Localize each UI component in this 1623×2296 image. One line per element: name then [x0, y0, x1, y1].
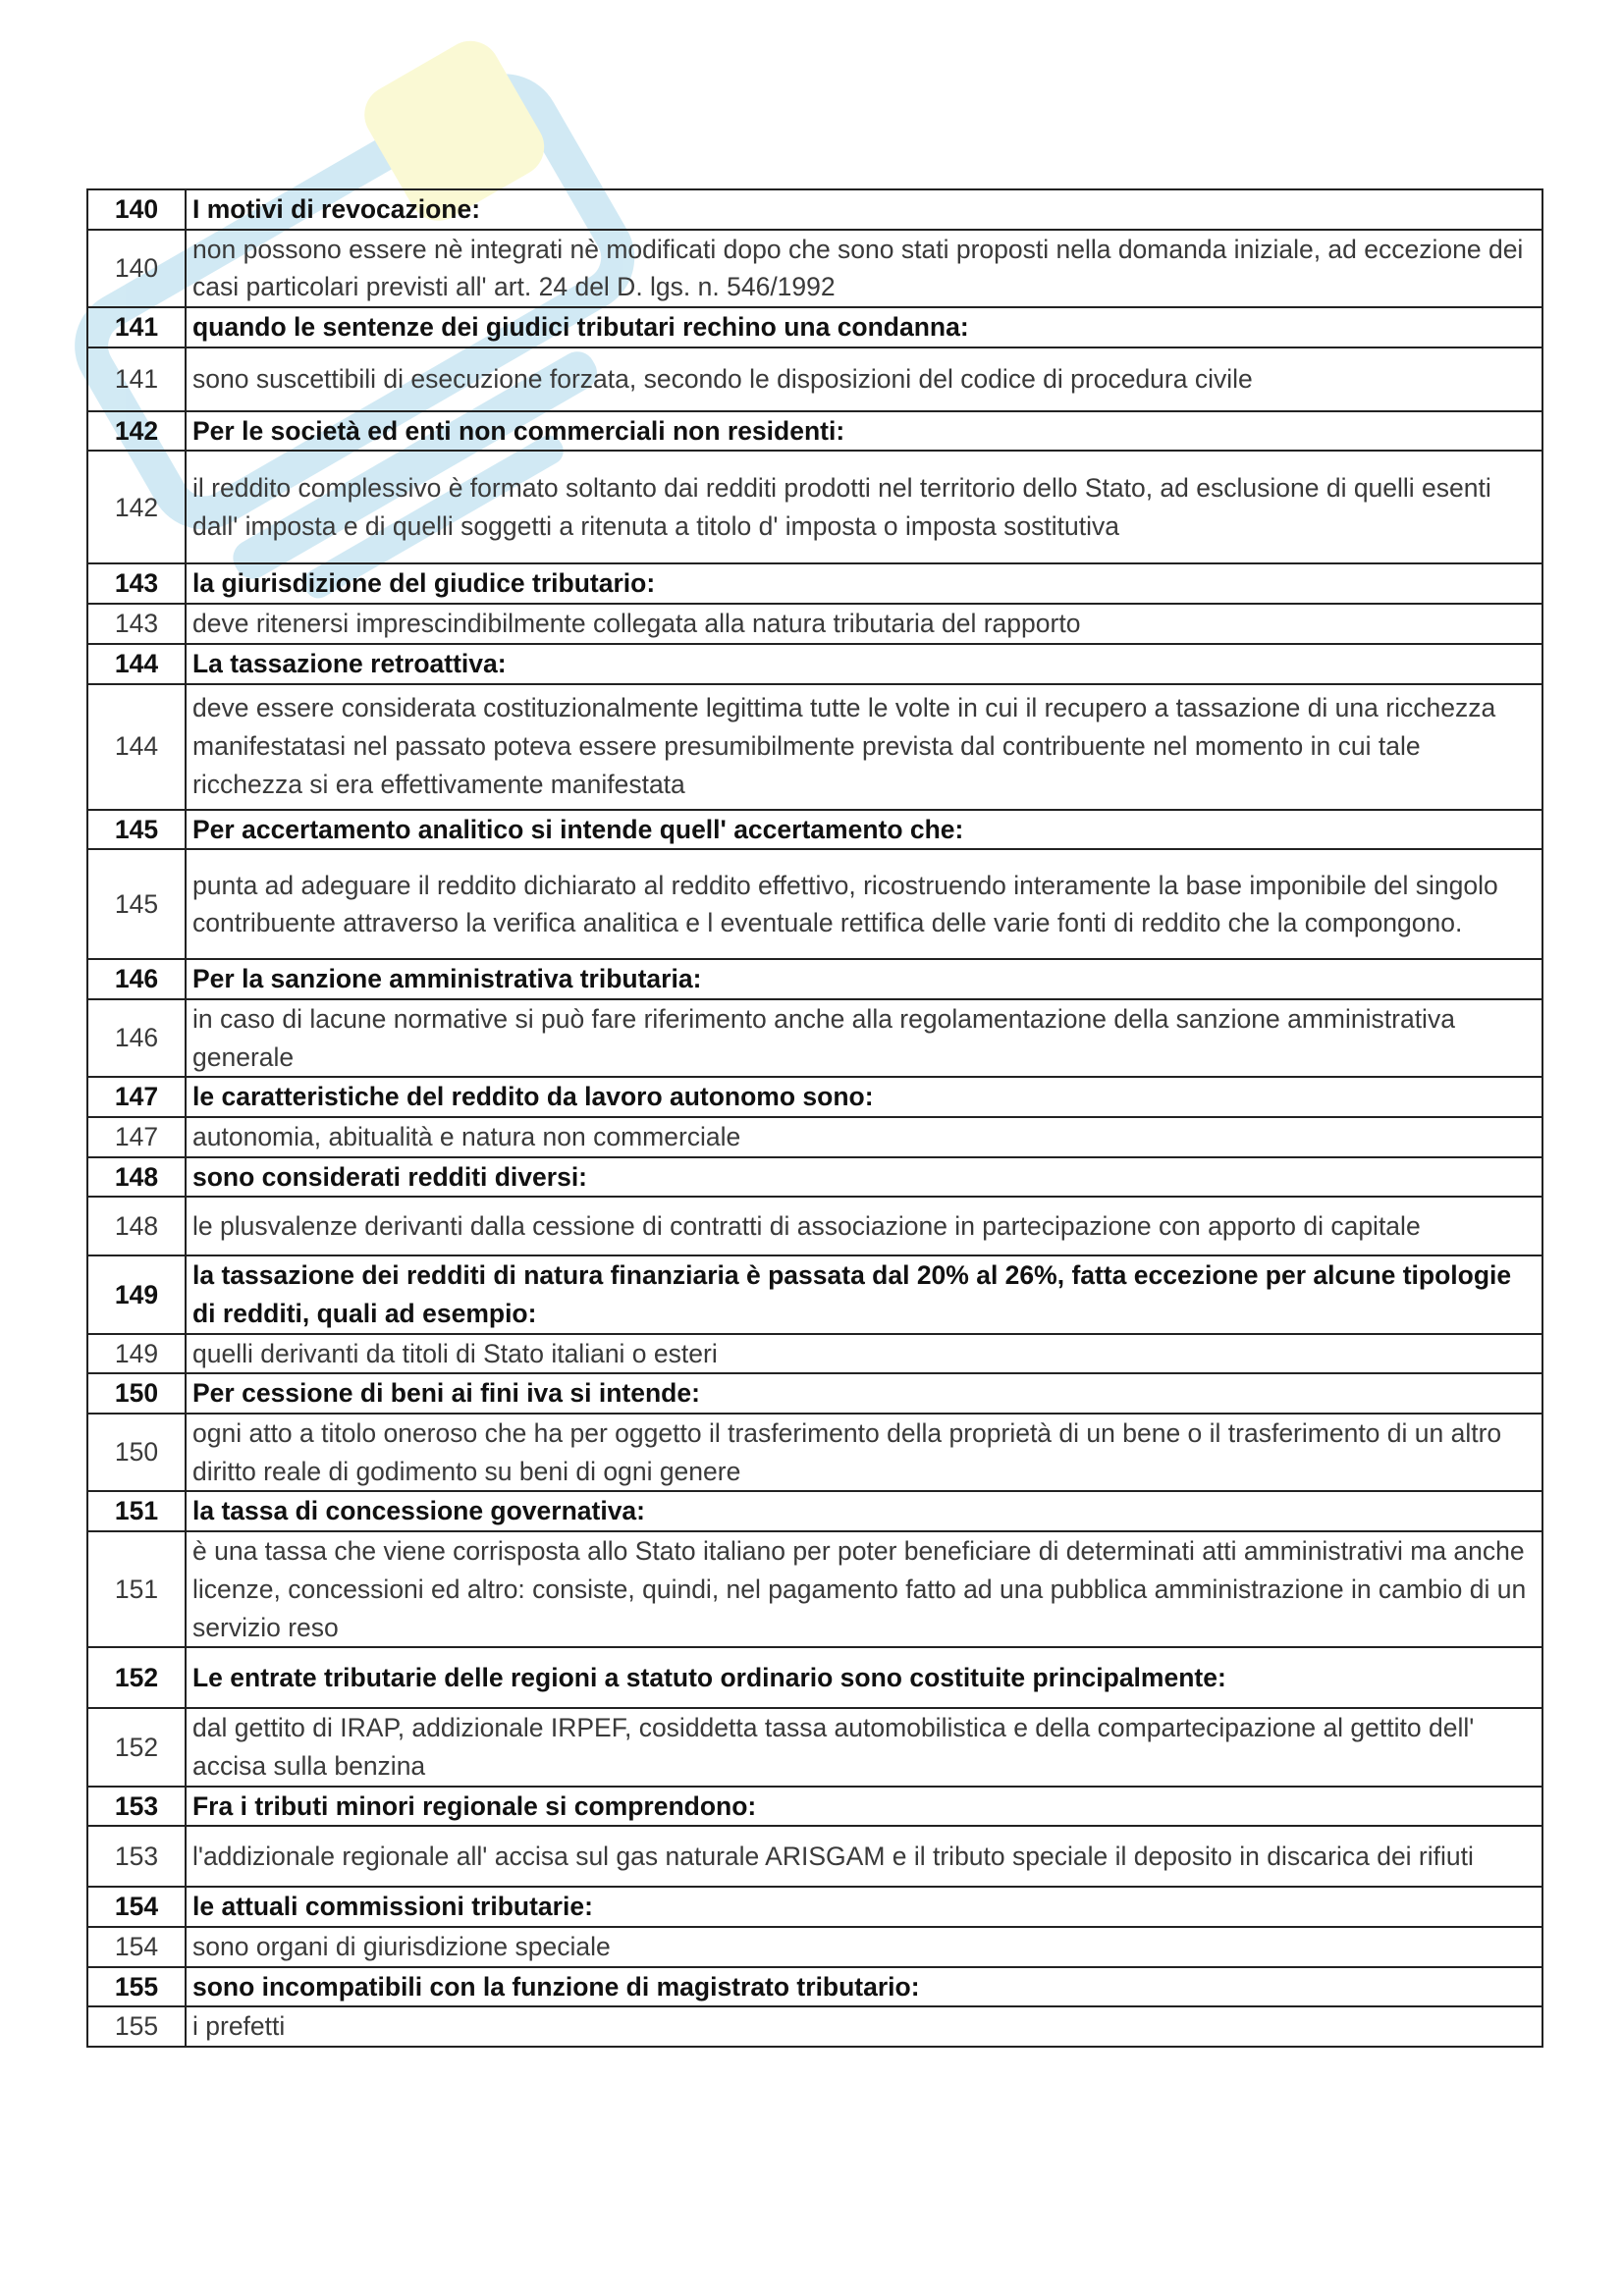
row-number: 144 [87, 644, 186, 684]
row-number: 149 [87, 1334, 186, 1374]
row-number: 152 [87, 1647, 186, 1708]
question-row [87, 189, 1542, 230]
row-number: 147 [87, 1077, 186, 1117]
answer-row [87, 230, 1542, 307]
answer-row [87, 1334, 1542, 1374]
row-number: 149 [87, 1255, 186, 1333]
question-text: quando le sentenze dei giudici tributari rechino una condanna: [186, 307, 1542, 347]
answer-row [87, 1927, 1542, 1967]
question-text: La tassazione retroattiva: [186, 644, 1542, 684]
answer-row [87, 684, 1542, 810]
answer-text: sono organi di giurisdizione speciale [186, 1927, 1542, 1967]
qa-table-body [87, 189, 1542, 2047]
question-text: le caratteristiche del reddito da lavoro autonomo sono: [186, 1077, 1542, 1117]
row-number: 141 [87, 347, 186, 411]
row-number: 142 [87, 411, 186, 452]
answer-text: deve ritenersi imprescindibilmente collegata alla natura tributaria del rapporto [186, 604, 1542, 644]
row-number: 153 [87, 1826, 186, 1887]
row-number: 143 [87, 604, 186, 644]
question-text: Per cessione di beni ai fini iva si intende: [186, 1373, 1542, 1414]
answer-text: sono suscettibili di esecuzione forzata, secondo le disposizioni del codice di procedura civile [186, 347, 1542, 411]
answer-row [87, 2006, 1542, 2047]
question-row [87, 959, 1542, 999]
question-row [87, 1967, 1542, 2007]
answer-text: è una tassa che viene corrisposta allo Stato italiano per poter beneficiare di determinati atti amministrativi ma anche licenze, concessioni ed altro: consiste, quindi, nel pagamento fatto ad una pubblica amministrazione in cambio di un servizio reso [186, 1531, 1542, 1647]
question-text: Per accertamento analitico si intende quell' accertamento che: [186, 810, 1542, 850]
answer-row [87, 1708, 1542, 1786]
row-number: 145 [87, 810, 186, 850]
answer-row [87, 1531, 1542, 1647]
answer-text: autonomia, abitualità e natura non commerciale [186, 1117, 1542, 1157]
answer-text: deve essere considerata costituzionalmente legittima tutte le volte in cui il recupero a tassazione di una ricchezza manifestatasi nel passato poteva essere presumibilmente prevista dal contribuente nel momento in cui tale ricchezza si era effettivamente manifestata [186, 684, 1542, 810]
answer-row [87, 1197, 1542, 1255]
answer-text: le plusvalenze derivanti dalla cessione di contratti di associazione in partecipazione con apporto di capitale [186, 1197, 1542, 1255]
row-number: 147 [87, 1117, 186, 1157]
row-number: 148 [87, 1197, 186, 1255]
row-number: 148 [87, 1157, 186, 1198]
question-text: Le entrate tributarie delle regioni a statuto ordinario sono costituite principalmente: [186, 1647, 1542, 1708]
answer-row [87, 1826, 1542, 1887]
question-row [87, 1491, 1542, 1531]
row-number: 142 [87, 451, 186, 563]
row-number: 140 [87, 189, 186, 230]
answer-text: punta ad adeguare il reddito dichiarato al reddito effettivo, ricostruendo interamente la base imponibile del singolo contribuente attraverso la verifica analitica e l eventuale rettifica delle varie fonti di reddito che la compongono. [186, 849, 1542, 959]
row-number: 143 [87, 563, 186, 604]
answer-row [87, 999, 1542, 1077]
row-number: 144 [87, 684, 186, 810]
question-row [87, 644, 1542, 684]
question-row [87, 1077, 1542, 1117]
question-row [87, 1157, 1542, 1198]
row-number: 152 [87, 1708, 186, 1786]
question-text: la tassa di concessione governativa: [186, 1491, 1542, 1531]
question-row [87, 1787, 1542, 1827]
question-row [87, 1887, 1542, 1927]
qa-table [86, 188, 1543, 2048]
row-number: 150 [87, 1414, 186, 1491]
answer-text: il reddito complessivo è formato soltanto dai redditi prodotti nel territorio dello Stato, ad esclusione di quelli esenti dall' imposta e di quelli soggetti a ritenuta a titolo d' imposta o imposta sostitutiva [186, 451, 1542, 563]
answer-row [87, 1117, 1542, 1157]
row-number: 141 [87, 307, 186, 347]
question-text: Per le società ed enti non commerciali non residenti: [186, 411, 1542, 452]
question-row [87, 1647, 1542, 1708]
row-number: 151 [87, 1491, 186, 1531]
question-text: sono incompatibili con la funzione di magistrato tributario: [186, 1967, 1542, 2007]
row-number: 153 [87, 1787, 186, 1827]
answer-text: l'addizionale regionale all' accisa sul gas naturale ARISGAM e il tributo speciale il deposito in discarica dei rifiuti [186, 1826, 1542, 1887]
answer-text: ogni atto a titolo oneroso che ha per oggetto il trasferimento della proprietà di un bene o il trasferimento di un altro diritto reale di godimento su beni di ogni genere [186, 1414, 1542, 1491]
question-text: la giurisdizione del giudice tributario: [186, 563, 1542, 604]
answer-row [87, 451, 1542, 563]
question-row [87, 1373, 1542, 1414]
question-row [87, 307, 1542, 347]
answer-row [87, 1414, 1542, 1491]
question-text: sono considerati redditi diversi: [186, 1157, 1542, 1198]
question-text: la tassazione dei redditi di natura finanziaria è passata dal 20% al 26%, fatta eccezione per alcune tipologie di redditi, quali ad esempio: [186, 1255, 1542, 1333]
question-row [87, 810, 1542, 850]
question-text: Per la sanzione amministrativa tributaria: [186, 959, 1542, 999]
row-number: 154 [87, 1927, 186, 1967]
answer-row [87, 849, 1542, 959]
row-number: 146 [87, 999, 186, 1077]
row-number: 151 [87, 1531, 186, 1647]
answer-text: dal gettito di IRAP, addizionale IRPEF, cosiddetta tassa automobilistica e della compartecipazione al gettito dell' accisa sulla benzina [186, 1708, 1542, 1786]
row-number: 154 [87, 1887, 186, 1927]
question-row [87, 1255, 1542, 1333]
row-number: 155 [87, 1967, 186, 2007]
row-number: 145 [87, 849, 186, 959]
question-text: Fra i tributi minori regionale si comprendono: [186, 1787, 1542, 1827]
question-text: le attuali commissioni tributarie: [186, 1887, 1542, 1927]
answer-row [87, 604, 1542, 644]
row-number: 150 [87, 1373, 186, 1414]
question-row [87, 563, 1542, 604]
answer-row [87, 347, 1542, 411]
row-number: 146 [87, 959, 186, 999]
row-number: 155 [87, 2006, 186, 2047]
question-row [87, 411, 1542, 452]
answer-text: non possono essere nè integrati nè modificati dopo che sono stati proposti nella domanda iniziale, ad eccezione dei casi particolari previsti all' art. 24 del D. lgs. n. 546/1992 [186, 230, 1542, 307]
answer-text: quelli derivanti da titoli di Stato italiani o esteri [186, 1334, 1542, 1374]
question-text: I motivi di revocazione: [186, 189, 1542, 230]
answer-text: i prefetti [186, 2006, 1542, 2047]
answer-text: in caso di lacune normative si può fare riferimento anche alla regolamentazione della sanzione amministrativa generale [186, 999, 1542, 1077]
row-number: 140 [87, 230, 186, 307]
